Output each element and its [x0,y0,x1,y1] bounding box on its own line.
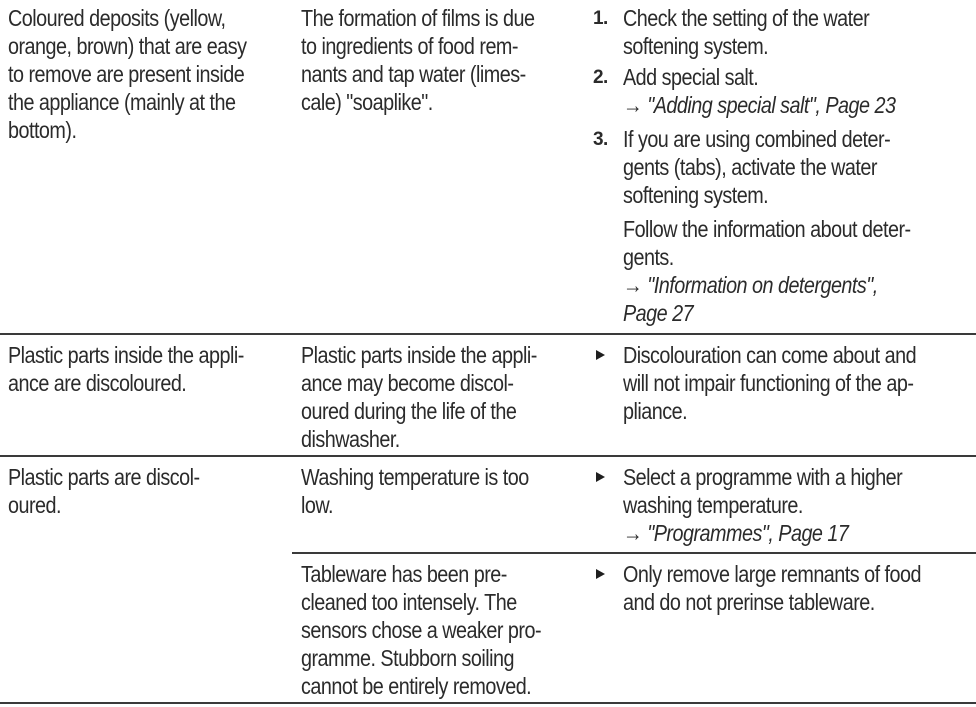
text-line: orange, brown) that are easy [8,33,247,59]
text-line: Coloured deposits (yellow, [8,5,226,31]
text-line: gramme. Stubborn soiling [301,645,515,671]
text-line: cannot be entirely removed. [301,673,532,699]
link-programmes[interactable]: "Programmes", Page 17 [647,520,849,546]
text-line: sensors chose a weaker pro- [301,617,542,643]
text-line: If you are using combined deter- [623,126,891,152]
arrow-right-icon: → [623,272,643,298]
text-line: Select a programme with a higher [623,464,903,490]
text-line: cale) "soaplike". [301,89,433,115]
text-line: ance are discoloured. [8,370,187,396]
text-line: nants and tap water (limes- [301,61,526,87]
step-number: 3. [593,129,608,150]
cross-reference-link[interactable] [623,91,971,119]
arrow-right-icon: → [623,520,643,546]
text-line: Discolouration can come about and [623,342,917,368]
row1-remedy-step1 [623,4,971,60]
bullet-triangle-icon [596,472,605,482]
text-line: Add special salt. [623,64,759,90]
text-line: and do not prerinse tableware. [623,589,875,615]
text-line: will not impair functioning of the ap- [623,370,914,396]
text-line: gents. [623,244,674,270]
text-line: to ingredients of food rem- [301,33,518,59]
row3-cause2 [301,560,585,700]
text-line: washing temperature. [623,492,803,518]
table-bottom-border [0,702,976,704]
text-line: softening system. [623,33,769,59]
text-line: bottom). [8,117,77,143]
row-divider [0,455,976,457]
step-number: 1. [593,8,608,29]
row-divider [0,333,976,335]
text-line: Tableware has been pre- [301,561,507,587]
text-line: to remove are present inside [8,61,245,87]
text-line: gents (tabs), activate the water [623,154,877,180]
text-line: pliance. [623,398,688,424]
text-line: softening system. [623,182,769,208]
row3-cause1 [301,463,585,519]
sub-row-divider [292,552,976,554]
text-line: dishwasher. [301,426,400,452]
row3-remedy1 [623,463,971,547]
text-line: oured during the life of the [301,398,517,424]
row2-cause [301,341,585,453]
text-line: cleaned too intensely. The [301,589,517,615]
row1-remedy-step2 [623,63,971,119]
arrow-right-icon: → [623,92,643,118]
row3-remedy2 [623,560,971,616]
text-line: the appliance (mainly at the [8,89,236,115]
bullet-triangle-icon [596,569,605,579]
text-line: The formation of films is due [301,5,535,31]
text-line: Plastic parts inside the appli- [301,342,537,368]
text-line: Plastic parts inside the appli- [8,342,244,368]
text-line: Washing temperature is too [301,464,529,490]
cross-reference-link[interactable] [623,519,971,547]
text-line: oured. [8,492,61,518]
row1-cause [301,4,585,116]
text-line: ance may become discol- [301,370,514,396]
link-page-number[interactable]: Page 27 [623,300,694,326]
row1-problem [8,4,283,144]
link-adding-special-salt[interactable]: "Adding special salt", Page 23 [647,92,896,118]
text-line: Only remove large remnants of food [623,561,921,587]
link-information-on-detergents[interactable]: "Information on detergents", [647,272,878,298]
row1-remedy-step3 [623,125,971,209]
row2-problem [8,341,283,397]
step-number: 2. [593,67,608,88]
row3-problem [8,463,283,519]
text-line: Plastic parts are discol- [8,464,200,490]
text-line: Check the setting of the water [623,5,870,31]
text-line: low. [301,492,334,518]
bullet-triangle-icon [596,350,605,360]
row1-remedy-note [623,215,971,327]
text-line: Follow the information about deter- [623,216,911,242]
cross-reference-link[interactable] [623,271,971,299]
row2-remedy [623,341,971,425]
